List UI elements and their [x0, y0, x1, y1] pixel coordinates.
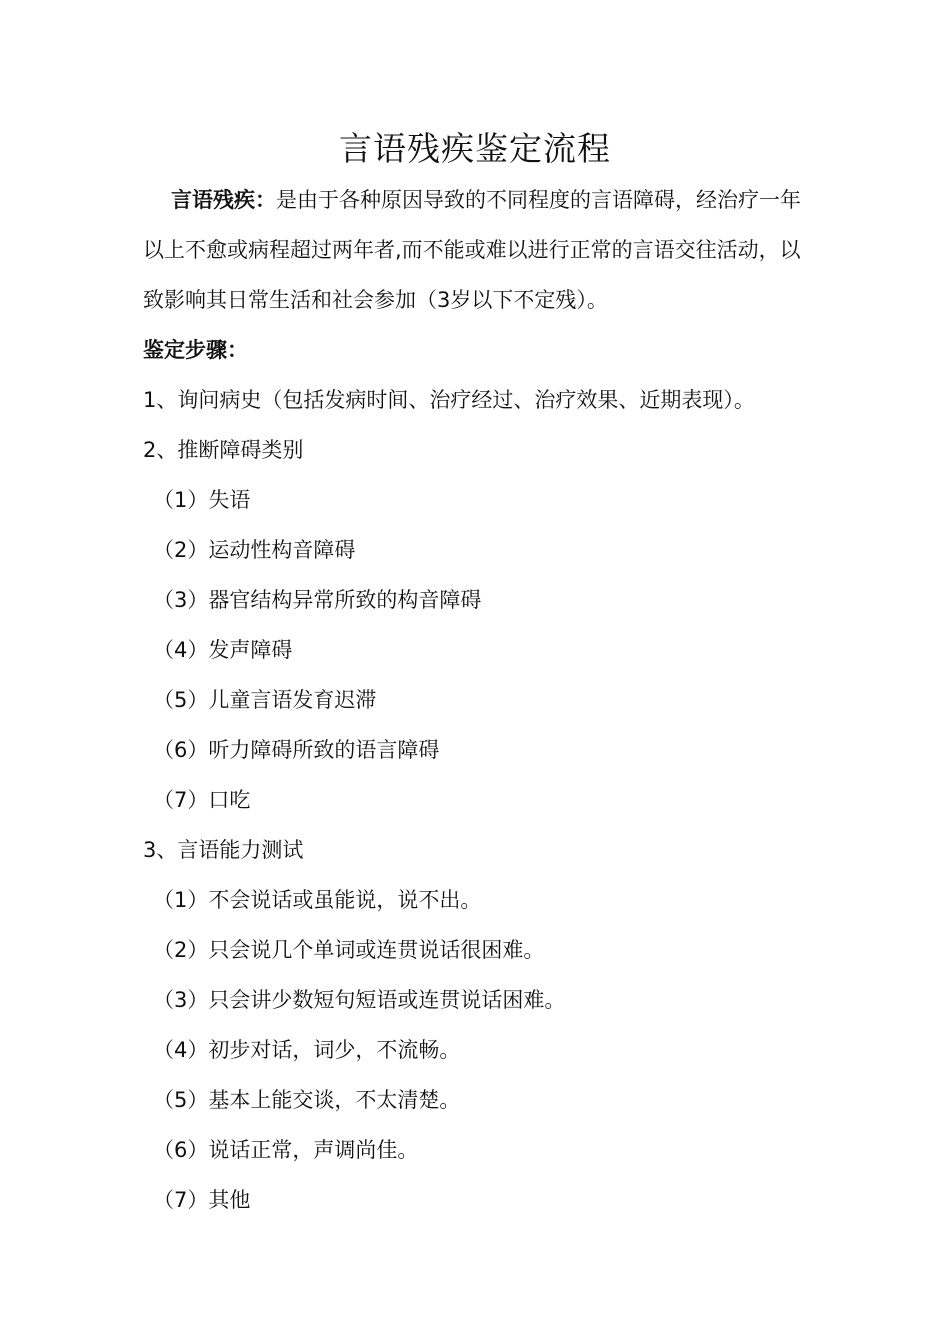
- step-3-item: （1）不会说话或虽能说，说不出。: [153, 888, 482, 912]
- definition-text: 是由于各种原因导致的不同程度的言语障碍，经治疗一年以上不愈或病程超过两年者,而不能或难以进行正常的言语交往活动，以致影响其日常生活和社会参加（3岁以下不定残）。: [143, 188, 801, 312]
- document-body: [143, 175, 803, 1225]
- step-2-item: （2）运动性构音障碍: [153, 538, 356, 562]
- step-3-item: （2）只会说几个单词或连贯说话很困难。: [153, 938, 545, 962]
- step-3-item: （7）其他: [153, 1188, 251, 1212]
- step-2-label: 2、推断障碍类别: [143, 438, 304, 462]
- step-2-item: （3）器官结构异常所致的构音障碍: [153, 588, 482, 612]
- step-3-item: （5）基本上能交谈，不太清楚。: [153, 1088, 461, 1112]
- steps-heading: 鉴定步骤：: [143, 338, 248, 362]
- step-2-item: （1）失语: [153, 488, 251, 512]
- definition-paragraph: [143, 175, 803, 325]
- step-3-item: （4）初步对话，词少，不流畅。: [153, 1038, 461, 1062]
- step-2-item: （6）听力障碍所致的语言障碍: [153, 738, 440, 762]
- step-3-label: 3、言语能力测试: [143, 838, 304, 862]
- step-2-item: （4）发声障碍: [153, 638, 293, 662]
- page-title: 言语残疾鉴定流程: [339, 129, 611, 168]
- step-3-item: （6）说话正常，声调尚佳。: [153, 1138, 419, 1162]
- step-1-label: 1、询问病史（包括发病时间、治疗经过、治疗效果、近期表现）。: [143, 388, 755, 412]
- step-2-item: （5）儿童言语发育迟滞: [153, 688, 377, 712]
- definition-term: 言语残疾：: [171, 188, 276, 212]
- step-2-item: （7）口吃: [153, 788, 251, 812]
- step-3-item: （3）只会讲少数短句短语或连贯说话困难。: [153, 988, 566, 1012]
